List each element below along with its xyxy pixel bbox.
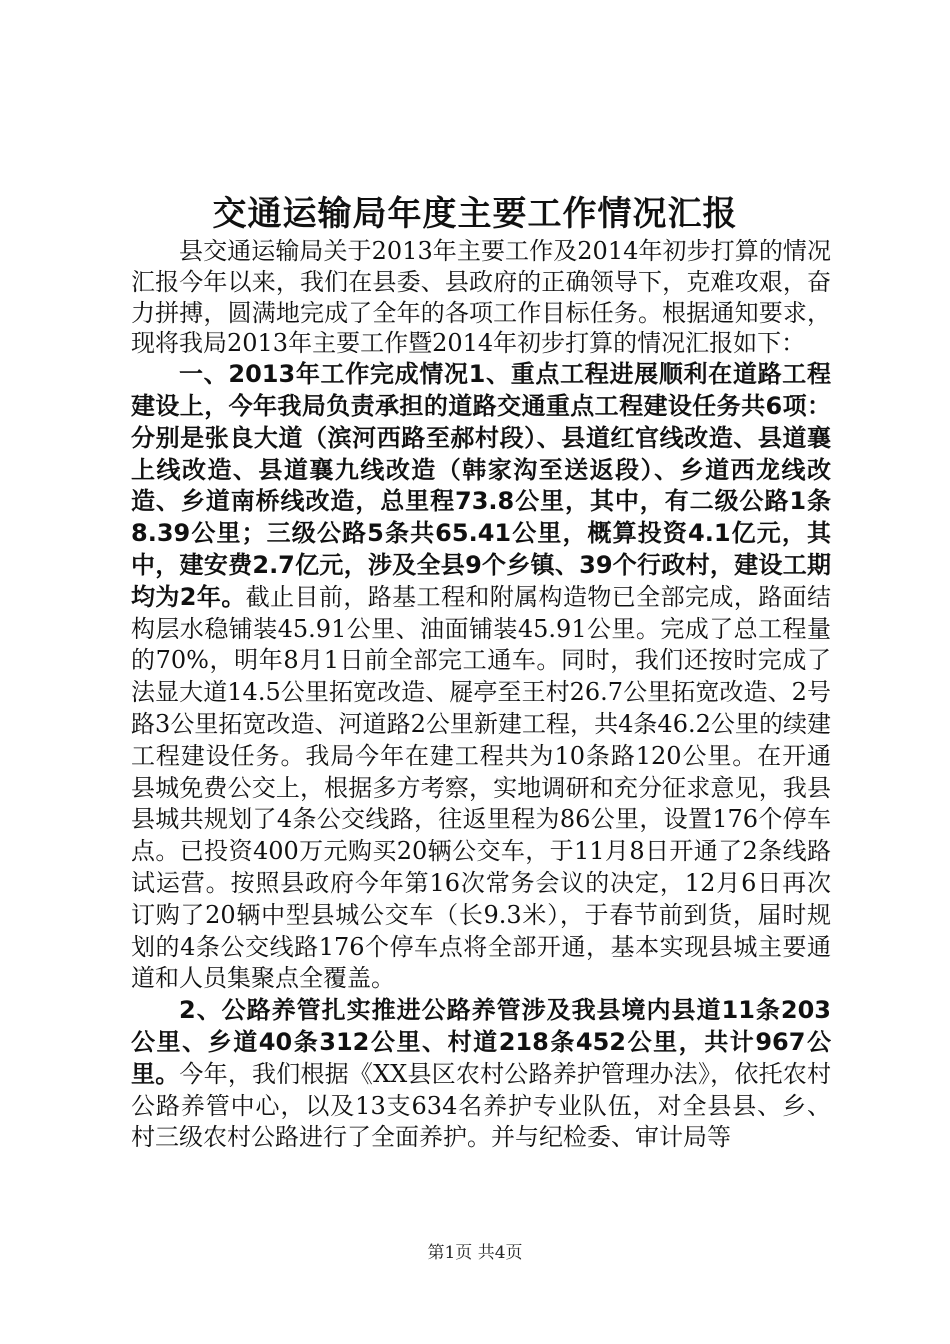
intro-paragraph: 县交通运输局关于2013年主要工作及2014年初步打算的情况汇报今年以来，我们在县委、县政府的正确领导下，克难攻艰，奋力拼搏，圆满地完成了全年的各项工作目标任务。根据通知要求，现将我局2013年主要工作暨2014年初步打算的情况汇报如下：	[131, 237, 831, 358]
document-body	[131, 236, 831, 1154]
section1-body: 截止目前，路基工程和附属构造物已全部完成，路面结构层水稳铺装45.91公里、油面铺装45.91公里。完成了总工程量的70%，明年8月1日前全部完工通车。同时，我们还按时完成了法显大道14.5公里拓宽改造、屣亭至王村26.7公里拓宽改造、2号路3公里拓宽改造、河道路2公里新建工程，共4条46.2公里的续建工程建设任务。我局今年在建工程共为10条路120公里。在开通县城免费公交上，根据多方考察，实地调研和充分征求意见，我县县城共规划了4条公交线路，往返里程为86公里，设置176个停车点。已投资400万元购买20辆公交车，于11月8日开通了2条线路试运营。按照县政府今年第16次常务会议的决定，12月6日再次订购了20辆中型县城公交车（长9.3米），于春节前到货，届时规划的4条公交线路176个停车点将全部开通，基本实现县城主要通道和人员集聚点全覆盖。	[131, 582, 831, 993]
section2-paragraph	[131, 995, 831, 1154]
section1-heading: 一、2013年工作完成情况1、重点工程进展顺利在道路工程建设上，今年我局负责承担的道路交通重点工程建设任务共6项：分别是张良大道（滨河西路至郝村段）、县道红官线改造、县道襄上线改造、县道襄九线改造（韩家沟至送返段）、乡道西龙线改造、乡道南桥线改造，总里程73.8公里，其中，有二级公路1条8.39公里；三级公路5条共65.41公里，概算投资4.1亿元，其中，建安费2.7亿元，涉及全县9个乡镇、39个行政村，建设工期均为2年。	[131, 360, 831, 611]
page-footer: 第1页 共4页	[427, 1243, 523, 1263]
section2-body: 今年，我们根据《XX县区农村公路养护管理办法》，依托农村公路养管中心，以及13支634名养护专业队伍，对全县县、乡、村三级农村公路进行了全面养护。并与纪检委、审计局等	[131, 1059, 832, 1152]
document-title: 交通运输局年度主要工作情况汇报	[212, 194, 738, 234]
section1-paragraph	[131, 359, 831, 995]
section2-heading: 2、公路养管扎实推进公路养管涉及我县境内县道11条203公里、乡道40条312公里、村道218条452公里，共计967公里。	[131, 996, 831, 1088]
